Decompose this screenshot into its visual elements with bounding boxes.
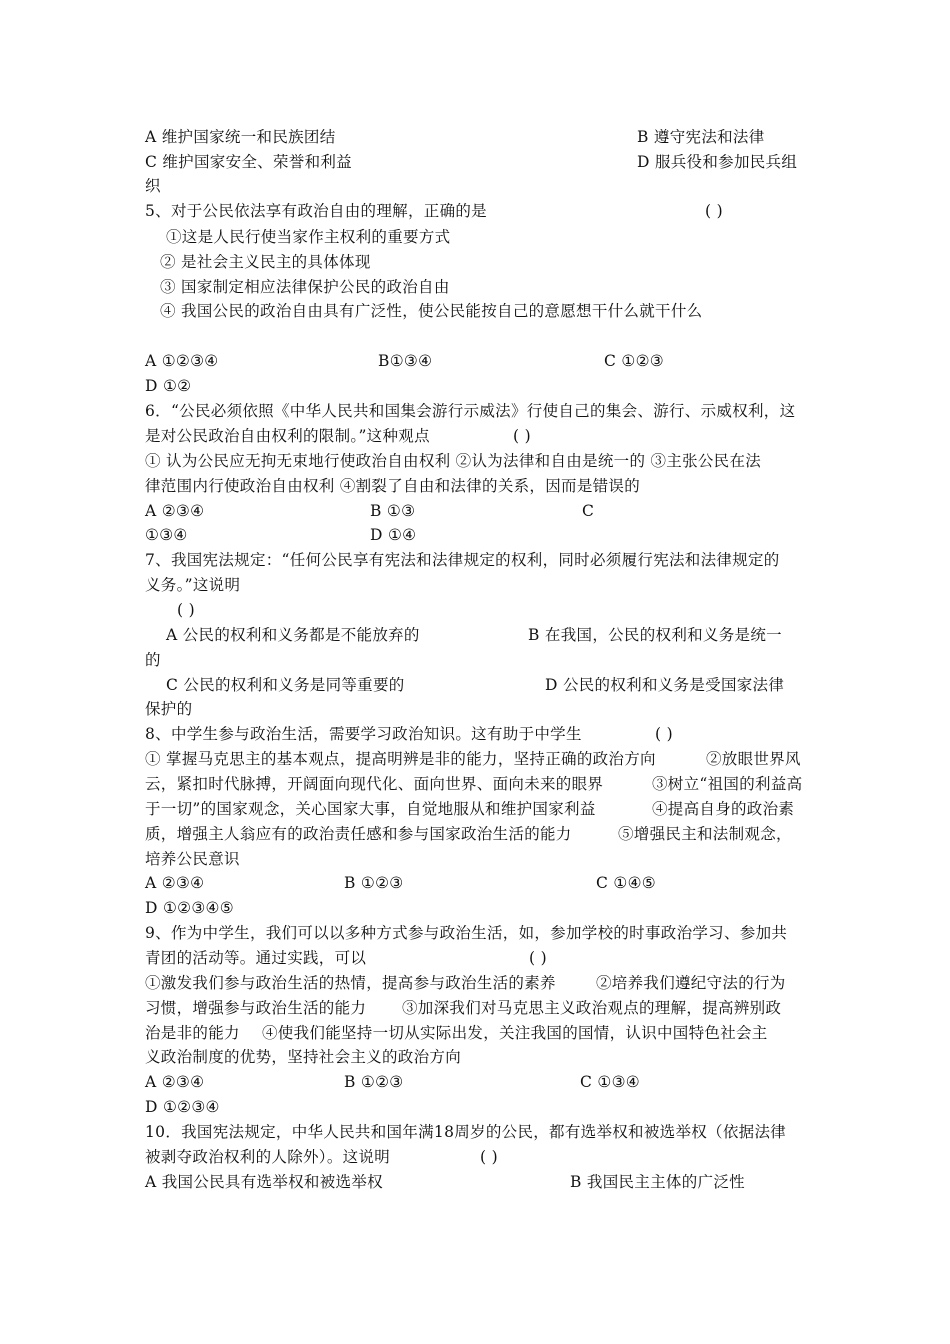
q6-statements-line-2: 律范围内行使政治自由权利 ④割裂了自由和法律的关系，因而是错误的 (145, 477, 641, 495)
q9-statement-2-end: 习惯，增强参与政治生活的能力 (145, 999, 367, 1017)
q7-stem-line-1: 7、我国宪法规定：“任何公民享有宪法和法律规定的权利，同时必须履行宪法和法律规定的 (145, 551, 780, 569)
q9-stem-line-1: 9、作为中学生，我们可以以多种方式参与政治生活，如，参加学校的时事政治学习、参加共 (145, 924, 788, 942)
q7-stem-line-2: 义务。”这说明 (145, 576, 241, 594)
q8-statement-2-start: ②放眼世界风 (706, 750, 801, 768)
q9-answer-blank: ( ) (529, 949, 547, 967)
q6-option-d: D ①④ (370, 526, 417, 544)
q5-option-c: C ①②③ (604, 352, 664, 370)
q4-option-a: A 维护国家统一和民族团结 (145, 128, 336, 146)
q10-stem-line-1: 10．我国宪法规定，中华人民共和国年满18周岁的公民，都有选举权和被选举权（依据法律 (145, 1123, 787, 1141)
q6-option-a: A ②③④ (145, 502, 205, 520)
q8-stem: 8、中学生参与政治生活，需要学习政治知识。这有助于中学生 (145, 725, 582, 743)
q6-option-b: B ①③ (370, 502, 416, 520)
q9-statement-4-start: ④使我们能坚持一切从实际出发，关注我国的国情，认识中国特色社会主 (262, 1024, 768, 1042)
q8-statement-1: ① 掌握马克思主的基本观点，提高明辨是非的能力，坚持正确的政治方向 (145, 750, 656, 768)
q5-answer-blank: ( ) (705, 202, 723, 220)
q5-statement-1: ①这是人民行使当家作主权利的重要方式 (166, 228, 451, 246)
q6-statements-line-1: ① 认为公民应无拘无束地行使政治自由权利 ②认为法律和自由是统一的 ③主张公民在法 (145, 452, 762, 470)
q7-option-d-wrap: 保护的 (145, 700, 193, 718)
q8-statement-4-end: 质，增强主人翁应有的政治责任感和参与国家政治生活的能力 (145, 825, 572, 843)
q8-statement-2-end: 云，紧扣时代脉搏，开阔面向现代化、面向世界、面向未来的眼界 (145, 775, 604, 793)
q8-statement-5-end: 培养公民意识 (145, 850, 240, 868)
q9-statement-1: ①激发我们参与政治生活的热情，提高参与政治生活的素养 (145, 974, 556, 992)
q6-stem-line-1: 6．“公民必须依照《中华人民共和国集会游行示威法》行使自己的集会、游行、示威权利，这 (145, 402, 796, 420)
q10-option-a: A 我国公民具有选举权和被选举权 (145, 1173, 383, 1191)
q8-option-a: A ②③④ (145, 874, 205, 892)
q7-option-a: A 公民的权利和义务都是不能放弃的 (166, 626, 420, 644)
q5-option-a: A ①②③④ (145, 352, 219, 370)
q7-option-b: B 在我国，公民的权利和义务是统一 (528, 626, 782, 644)
q6-option-c-wrap: ①③④ (145, 526, 188, 544)
q8-option-d: D ①②③④⑤ (145, 899, 234, 917)
q5-option-b: B①③④ (378, 352, 433, 370)
q4-option-c: C 维护国家安全、荣誉和利益 (145, 153, 352, 171)
q4-option-b: B 遵守宪法和法律 (637, 128, 765, 146)
q8-statement-4-start: ④提高自身的政治素 (652, 800, 795, 818)
q4-option-d-wrap: 织 (145, 177, 161, 195)
q9-statement-2-start: ②培养我们遵纪守法的行为 (596, 974, 786, 992)
q4-option-d: D 服兵役和参加民兵组 (637, 153, 798, 171)
q5-statement-4: ④ 我国公民的政治自由具有广泛性，使公民能按自己的意愿想干什么就干什么 (160, 302, 703, 320)
q5-statement-3: ③ 国家制定相应法律保护公民的政治自由 (160, 278, 450, 296)
q9-statement-3: ③加深我们对马克思主义政治观点的理解，提高辨别政 (402, 999, 782, 1017)
q8-statement-3-end: 于一切”的国家观念，关心国家大事，自觉地服从和维护国家利益 (145, 800, 596, 818)
q5-stem: 5、对于公民依法享有政治自由的理解，正确的是 (145, 202, 487, 220)
q10-option-b: B 我国民主主体的广泛性 (570, 1173, 745, 1191)
q5-statement-2: ② 是社会主义民主的具体体现 (160, 253, 371, 271)
q10-stem-line-2: 被剥夺政治权利的人除外）。这说明 (145, 1148, 391, 1166)
q7-option-b-wrap: 的 (145, 651, 161, 669)
q6-stem-line-2: 是对公民政治自由权利的限制。”这种观点 (145, 427, 430, 445)
q8-statement-5-start: ⑤增强民主和法制观念， (618, 825, 792, 843)
q9-option-a: A ②③④ (145, 1073, 205, 1091)
q7-option-d: D 公民的权利和义务是受国家法律 (545, 676, 785, 694)
q8-option-b: B ①②③ (344, 874, 404, 892)
q8-answer-blank: ( ) (655, 725, 673, 743)
q6-answer-blank: ( ) (513, 427, 531, 445)
q9-stem-line-2: 青团的活动等。通过实践，可以 (145, 949, 367, 967)
q7-option-c: C 公民的权利和义务是同等重要的 (166, 676, 405, 694)
q9-statement-3-end: 治是非的能力 (145, 1024, 240, 1042)
q9-option-d: D ①②③④ (145, 1098, 220, 1116)
q8-statement-3-start: ③树立“祖国的利益高 (652, 775, 803, 793)
q10-answer-blank: ( ) (480, 1148, 498, 1166)
q7-answer-blank: ( ) (177, 601, 195, 619)
q8-option-c: C ①④⑤ (596, 874, 656, 892)
q5-option-d: D ①② (145, 377, 192, 395)
q9-option-b: B ①②③ (344, 1073, 404, 1091)
q9-option-c: C ①③④ (580, 1073, 640, 1091)
q6-option-c: C (582, 502, 595, 520)
q9-statement-4-end: 义政治制度的优势，坚持社会主义的政治方向 (145, 1048, 462, 1066)
